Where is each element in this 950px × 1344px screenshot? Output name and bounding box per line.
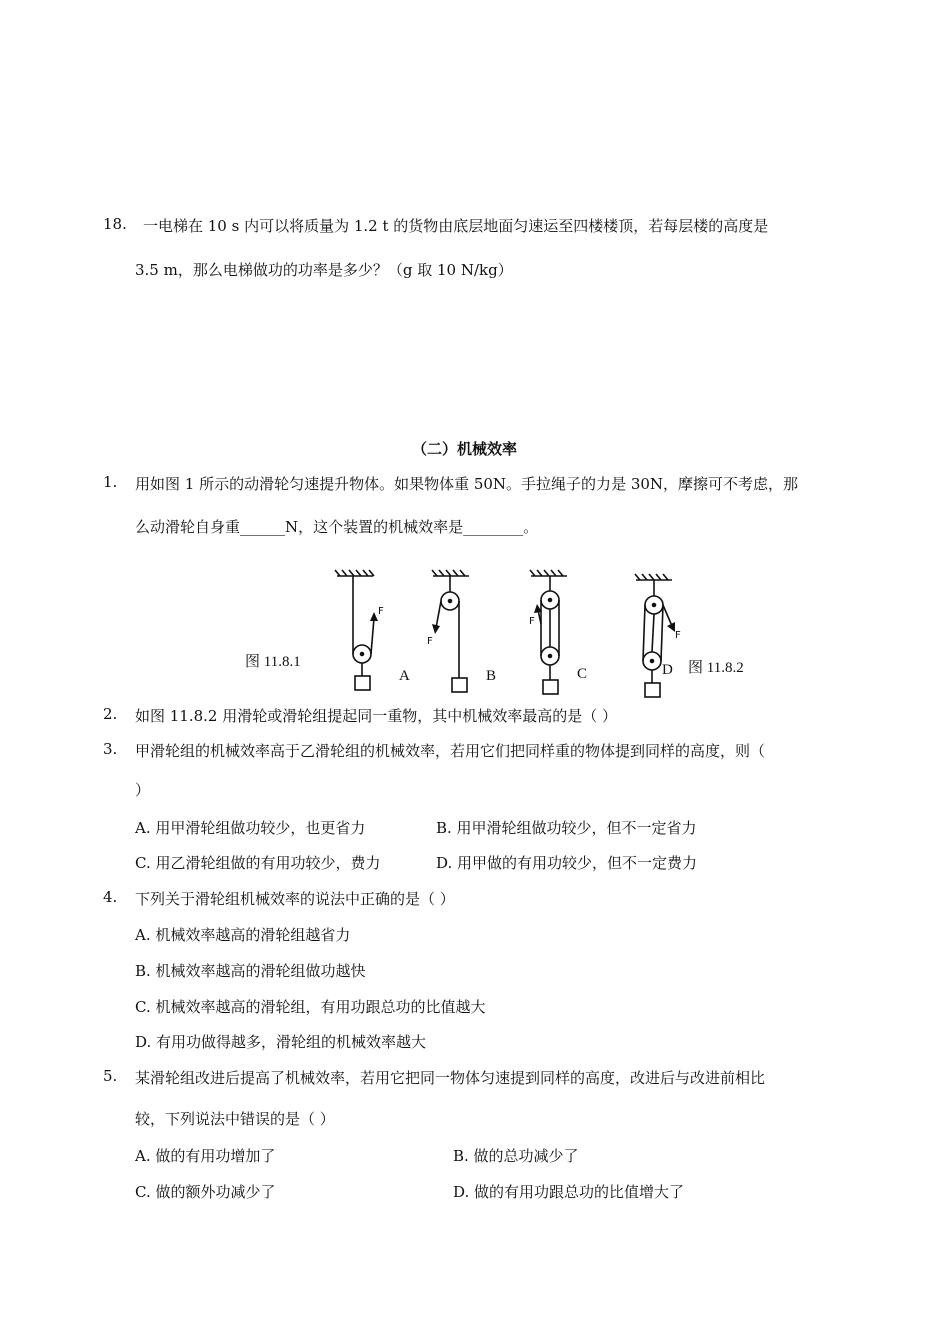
pulley-system-c bbox=[530, 570, 567, 694]
question-4-option-b: B. 机械效率越高的滑轮组做功越快 bbox=[135, 962, 366, 980]
question-3-option-d: D. 用甲做的有用功较少，但不一定费力 bbox=[436, 854, 698, 872]
section-title: （二）机械效率 bbox=[412, 440, 518, 458]
figure-label-d: D bbox=[662, 662, 673, 678]
question-3-number: 3. bbox=[103, 740, 118, 758]
question-5-option-c: C. 做的额外功减少了 bbox=[135, 1183, 276, 1201]
question-3-line1: 甲滑轮组的机械效率高于乙滑轮组的机械效率，若用它们把同样重的物体提到同样的高度，则（ bbox=[135, 742, 766, 760]
pulley-system-a bbox=[335, 570, 374, 690]
pulley-system-d bbox=[635, 574, 672, 697]
force-label-b: F bbox=[427, 636, 433, 647]
question-1-line2: 么动滑轮自身重______N，这个装置的机械效率是________。 bbox=[135, 518, 539, 536]
question-2-number: 2. bbox=[103, 705, 118, 723]
force-label-c: F bbox=[529, 616, 535, 627]
question-18-line1: 一电梯在 10 s 内可以将质量为 1.2 t 的货物由底层地面匀速运至四楼楼顶，若每层楼的高度是 bbox=[143, 217, 769, 235]
question-3-option-b: B. 用甲滑轮组做功较少，但不一定省力 bbox=[436, 819, 697, 837]
pulley-system-b bbox=[432, 570, 469, 692]
question-1-number: 1. bbox=[103, 473, 118, 491]
question-4-option-a: A. 机械效率越高的滑轮组越省力 bbox=[135, 926, 351, 944]
force-arrow-b bbox=[432, 624, 440, 634]
question-4-option-d: D. 有用功做得越多，滑轮组的机械效率越大 bbox=[135, 1033, 427, 1051]
question-4-text: 下列关于滑轮组机械效率的说法中正确的是（ ） bbox=[135, 890, 455, 908]
question-3-option-a: A. 用甲滑轮组做功较少，也更省力 bbox=[135, 819, 366, 837]
question-3-option-c: C. 用乙滑轮组做的有用功较少，费力 bbox=[135, 854, 381, 872]
figure-label-b: B bbox=[486, 668, 497, 684]
question-5-line2: 较，下列说法中错误的是（ ） bbox=[135, 1110, 335, 1128]
figure-label-a: A bbox=[399, 668, 410, 684]
question-18-number: 18. bbox=[103, 215, 127, 233]
question-18-line2: 3.5 m，那么电梯做功的功率是多少？（g 取 10 N/kg） bbox=[135, 261, 513, 279]
question-5-option-a: A. 做的有用功增加了 bbox=[135, 1147, 276, 1165]
question-5-option-d: D. 做的有用功跟总功的比值增大了 bbox=[453, 1183, 685, 1201]
question-1-line1: 用如图 1 所示的动滑轮匀速提升物体。如果物体重 50N。手拉绳子的力是 30N，摩擦可不考虑，那 bbox=[135, 475, 799, 493]
force-label-d: F bbox=[675, 630, 681, 641]
force-arrow-a bbox=[370, 612, 378, 621]
force-label-a: F bbox=[378, 606, 384, 617]
figure-caption-right: 图 11.8.2 bbox=[688, 660, 744, 676]
question-4-number: 4. bbox=[103, 888, 118, 906]
question-3-line2: ） bbox=[135, 781, 151, 799]
question-5-option-b: B. 做的总功减少了 bbox=[453, 1147, 579, 1165]
figure-label-c: C bbox=[577, 666, 588, 682]
question-5-line1: 某滑轮组改进后提高了机械效率，若用它把同一物体匀速提到同样的高度，改进后与改进前相比 bbox=[135, 1069, 766, 1087]
question-5-number: 5. bbox=[103, 1067, 118, 1085]
question-2-text: 如图 11.8.2 用滑轮或滑轮组提起同一重物，其中机械效率最高的是（ ） bbox=[135, 707, 618, 725]
figure-caption-left: 图 11.8.1 bbox=[245, 654, 301, 670]
question-4-option-c: C. 机械效率越高的滑轮组，有用功跟总功的比值越大 bbox=[135, 998, 486, 1016]
